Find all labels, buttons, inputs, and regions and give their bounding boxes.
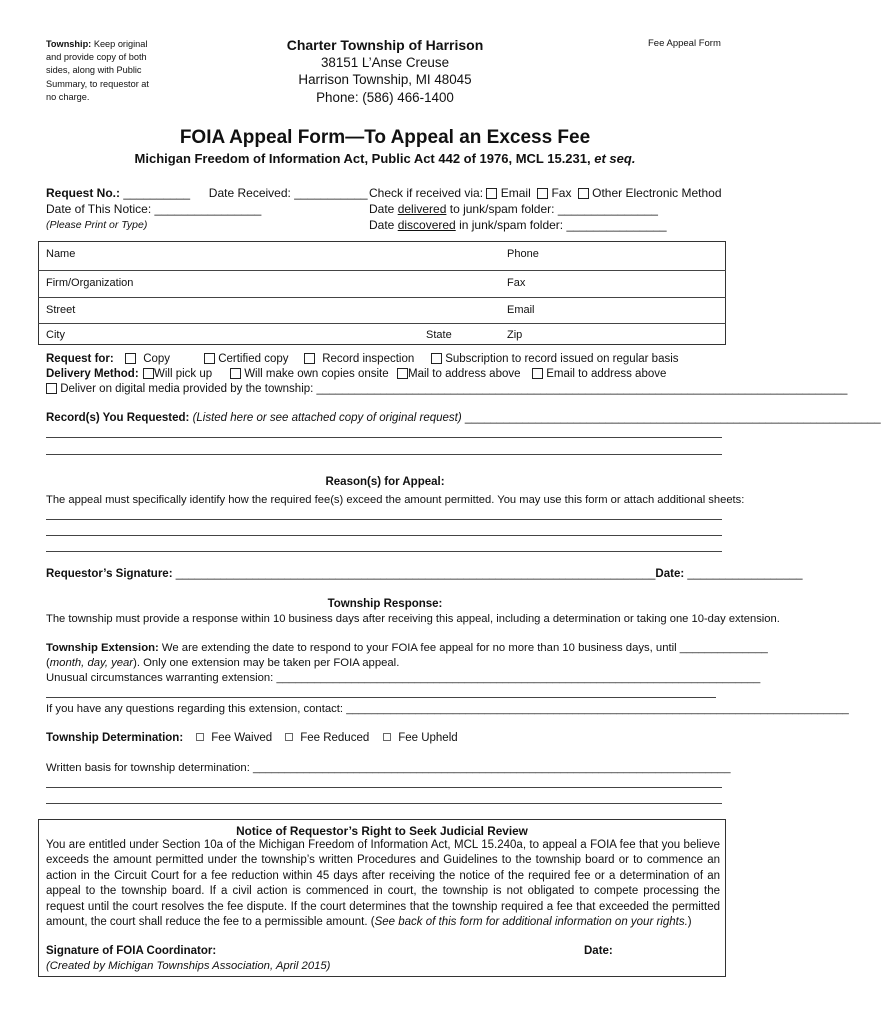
delivery-onsite-option[interactable] (230, 368, 389, 380)
certified-copy-label: Certified copy (218, 353, 289, 365)
digital-media-checkbox[interactable] (46, 383, 57, 394)
delivery-pickup-option[interactable] (143, 368, 212, 380)
table-divider (38, 297, 726, 298)
unusual-line[interactable] (46, 697, 716, 698)
questions-field[interactable]: ________________________________________________________________________________ (346, 703, 849, 715)
reasons-line[interactable] (46, 519, 722, 520)
contact-table (38, 241, 726, 345)
other-electronic-option: Other Electronic Method (592, 186, 722, 200)
footer-credit: (Created by Michigan Townships Association, April 2015) (46, 960, 331, 972)
requestor-signature-label: Requestor’s Signature: (46, 568, 173, 580)
delivery-method-label: Delivery Method: (46, 368, 139, 380)
address-line2: Harrison Township, MI 48045 (298, 72, 472, 87)
phone-field[interactable]: Phone (507, 248, 539, 260)
records-line[interactable] (46, 454, 722, 455)
subscription-label: Subscription to record issued on regular basis (445, 353, 679, 365)
township-note-text: Keep original and provide copy of both sides, along with Public Summary, to requestor at no charge. (46, 39, 149, 102)
extension-text: We are extending the date to respond to your FOIA fee appeal for no more than 10 business days, until (161, 642, 677, 654)
state-field[interactable]: State (426, 329, 452, 341)
fee-reduced-label: Fee Reduced (300, 732, 370, 744)
fee-reduced-option[interactable] (285, 732, 369, 744)
digital-media-label: Deliver on digital media provided by the township: (60, 383, 314, 395)
extension-note: ). Only one extension may be taken per FOIA appeal. (133, 657, 400, 669)
fee-waived-option[interactable] (196, 732, 272, 744)
response-text: The township must provide a response within 10 business days after receiving this appeal, including a determination or taking one 10-day extension. (46, 613, 780, 625)
delivered-rest: to junk/spam folder: (449, 202, 555, 216)
request-certified-option[interactable] (204, 353, 289, 365)
mail-checkbox[interactable] (397, 368, 408, 379)
subscription-checkbox[interactable] (431, 353, 442, 364)
fee-waived-checkbox[interactable] (196, 733, 204, 741)
copy-label: Copy (143, 353, 171, 365)
print-note: (Please Print or Type) (46, 219, 148, 231)
records-label: Record(s) You Requested: (46, 412, 190, 424)
basis-line[interactable] (46, 803, 722, 804)
pickup-checkbox[interactable] (143, 368, 154, 379)
reasons-instruction: The appeal must specifically identify how the required fee(s) exceed the amount permitted. You may use this form or attach additional sheets: (46, 494, 745, 506)
basis-row (46, 762, 731, 774)
determination-label: Township Determination: (46, 732, 184, 744)
reasons-line[interactable] (46, 535, 722, 536)
discovered-rest: in junk/spam folder: (459, 218, 564, 232)
other-electronic-checkbox[interactable] (578, 188, 589, 199)
basis-label: Written basis for township determination: (46, 762, 250, 774)
email-option: Email (500, 186, 531, 200)
unusual-label: Unusual circumstances warranting extension: (46, 672, 274, 684)
records-line[interactable] (46, 437, 722, 438)
request-subscription-option[interactable] (431, 353, 679, 365)
certified-copy-checkbox[interactable] (204, 353, 215, 364)
notice-heading: Notice of Requestor’s Right to Seek Judicial Review (236, 824, 528, 838)
address-line1: 38151 L’Anse Creuse (320, 55, 450, 70)
township-note (46, 38, 158, 104)
request-no-row (46, 186, 368, 200)
fee-waived-label: Fee Waived (211, 732, 273, 744)
firm-field[interactable]: Firm/Organization (46, 277, 134, 289)
phone-line: Phone: (586) 466-1400 (316, 90, 454, 105)
record-inspection-checkbox[interactable] (304, 353, 315, 364)
questions-row (46, 703, 849, 715)
extension-label: Township Extension: (46, 642, 159, 654)
coordinator-date-label: Date: (584, 945, 613, 957)
email-checkbox[interactable] (486, 188, 497, 199)
notice-see-back: See back of this form for additional information on your rights. (374, 916, 688, 929)
notice-close: ) (687, 916, 692, 929)
subtitle-text: Michigan Freedom of Information Act, Public Act 442 of 1976, MCL 15.231, (134, 151, 591, 166)
fax-checkbox[interactable] (537, 188, 548, 199)
discovered-word: discovered (397, 218, 456, 232)
onsite-copies-checkbox[interactable] (230, 368, 241, 379)
mail-label: Mail to address above (408, 368, 521, 380)
received-via-row (369, 186, 722, 200)
street-field[interactable]: Street (46, 304, 76, 316)
request-no-field[interactable]: __________ (123, 186, 191, 200)
requestor-date-label: Date: (655, 568, 685, 580)
unusual-row (46, 672, 761, 684)
digital-media-field[interactable]: ___________________________________________________________________________________ (316, 383, 848, 395)
zip-field[interactable]: Zip (507, 329, 523, 341)
date-notice-field[interactable]: ________________ (154, 202, 262, 216)
table-divider (38, 270, 726, 271)
notice-body-text: You are entitled under Section 10a of the Michigan Freedom of Information Act, MCL 15.240a, to appeal a FOIA fee that you believe exceeds the amount permitted under the township’s written Procedures and Guidelines to the township board or to commence an action in the Circuit Court for a fee reduction within 45 days after receiving the notice of the required fee or a determination of an appeal to the township board. If a civil action is commenced in court, the township is not obligated to compete processing the request until the court resolves the fee dispute. If the court determines that the township required a fee that exceeded the permitted amount, the court shall reduce the fee to a permissible amount. ( (46, 839, 720, 929)
date-received-label: Date Received: (208, 186, 291, 200)
township-note-label: Township: (46, 39, 92, 49)
request-no-label: Request No.: (46, 186, 121, 200)
email-field[interactable]: Email (507, 304, 535, 316)
request-for-label: Request for: (46, 353, 114, 365)
records-row (46, 412, 881, 424)
date-notice-label: Date of This Notice: (46, 202, 152, 216)
fax-field[interactable]: Fax (507, 277, 526, 289)
name-field[interactable]: Name (46, 248, 76, 260)
pickup-label: Will pick up (154, 368, 213, 380)
table-divider (38, 323, 726, 324)
basis-line[interactable] (46, 787, 722, 788)
org-name: Charter Township of Harrison (286, 37, 484, 53)
records-note: (Listed here or see attached copy of original request) (192, 412, 462, 424)
onsite-copies-label: Will make own copies onsite (244, 368, 389, 380)
fee-reduced-checkbox[interactable] (285, 733, 293, 741)
basis-field[interactable]: ____________________________________________________________________________ (253, 762, 731, 774)
city-field[interactable]: City (46, 329, 65, 341)
fax-option: Fax (551, 186, 572, 200)
reasons-line[interactable] (46, 551, 722, 552)
extension-note-row: (month, day, year). Only one extension may be taken per FOIA appeal. (46, 657, 400, 669)
unusual-field[interactable]: _____________________________________________________________________________ (276, 672, 761, 684)
discovered-row (369, 218, 667, 232)
digital-media-row (46, 383, 848, 395)
delivery-email-option[interactable] (532, 368, 666, 380)
reasons-heading: Reason(s) for Appeal: (325, 476, 445, 488)
extension-row (46, 642, 768, 654)
delivery-mail-option[interactable] (397, 368, 521, 380)
mdy-hint: month, day, year (49, 657, 134, 669)
form-subtitle (0, 151, 770, 166)
response-heading: Township Response: (327, 598, 443, 610)
date-received-field[interactable]: ___________ (294, 186, 368, 200)
records-field[interactable]: _________________________________________________________________ (464, 412, 881, 424)
delivered-word: delivered (397, 202, 447, 216)
form-tag: Fee Appeal Form (648, 38, 721, 49)
delivered-field[interactable]: _______________ (557, 202, 658, 216)
request-inspection-option[interactable] (304, 353, 414, 365)
date-word: Date (369, 202, 395, 216)
extension-until-field[interactable]: ______________ (679, 642, 768, 654)
email-delivery-label: Email to address above (546, 368, 667, 380)
discovered-field[interactable]: _______________ (566, 218, 667, 232)
date-word-2: Date (369, 218, 395, 232)
requestor-signature-field[interactable]: ___________________________________________________________________________ (175, 568, 656, 580)
request-copy-option[interactable] (125, 353, 170, 365)
record-inspection-label: Record inspection (322, 353, 415, 365)
delivered-row (369, 202, 658, 216)
received-via-label: Check if received via: (369, 186, 484, 200)
requestor-date-field[interactable]: __________________ (687, 568, 803, 580)
fee-upheld-label: Fee Upheld (398, 732, 458, 744)
requestor-signature-row (46, 568, 803, 580)
form-title: FOIA Appeal Form—To Appeal an Excess Fee (179, 127, 591, 148)
notice-body (46, 838, 720, 930)
coordinator-signature-label: Signature of FOIA Coordinator: (46, 945, 217, 957)
fee-upheld-checkbox[interactable] (383, 733, 391, 741)
fee-upheld-option[interactable] (383, 732, 458, 744)
email-delivery-checkbox[interactable] (532, 368, 543, 379)
date-notice-row (46, 202, 261, 216)
copy-checkbox[interactable] (125, 353, 136, 364)
subtitle-italic: et seq. (594, 151, 636, 166)
questions-label: If you have any questions regarding this extension, contact: (46, 703, 344, 715)
